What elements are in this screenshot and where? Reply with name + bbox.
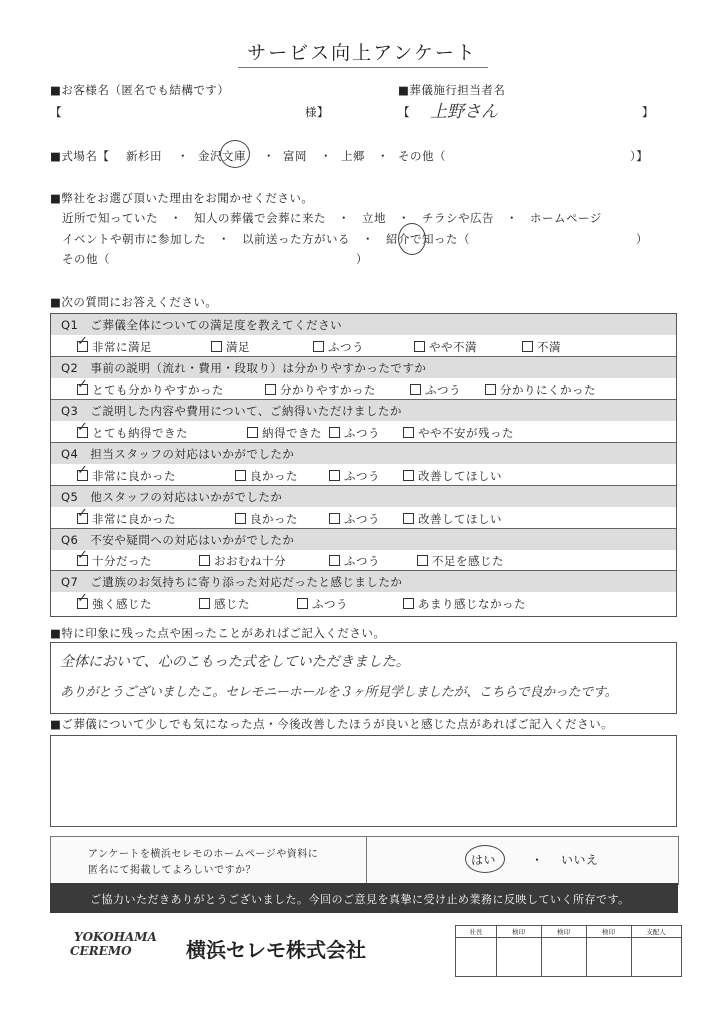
checkbox[interactable]	[211, 341, 222, 352]
checkbox[interactable]	[265, 384, 276, 395]
q4-option-1[interactable]: 非常に良かった	[77, 468, 176, 484]
q7-option-4[interactable]: あまり感じなかった	[403, 596, 526, 612]
q2-option-2[interactable]: 分かりやすかった	[265, 382, 376, 398]
q3-option-1[interactable]: とても納得できた	[77, 425, 188, 441]
venue-option-shinsugita[interactable]: 新杉田	[126, 149, 162, 163]
impression-line-2: ありがとうございましたこ。セレモニーホールを３ヶ所見学しましたが、こちらで良かったです。	[60, 685, 618, 700]
q1-text: Q1 ご葬儀全体についての満足度を教えてください	[61, 318, 343, 332]
customer-bracket-open: 【	[50, 105, 62, 119]
q5-option-2[interactable]: 良かった	[235, 511, 298, 527]
checkmark-icon: ✓	[77, 463, 88, 478]
consent-sep: ・	[531, 853, 544, 867]
q7-option-2[interactable]: 感じた	[199, 596, 250, 612]
venue-bracket-close: ）】	[630, 149, 649, 163]
q7-text: Q7 ご遺族のお気持ちに寄り添った対応だったと感じましたか	[61, 575, 403, 589]
stamp-label-inspect-2: 検印	[557, 928, 570, 936]
consent-question-line1: アンケートを横浜セレモのホームページや資料に	[88, 849, 319, 860]
staff-name-value[interactable]: 上野さん	[430, 102, 498, 122]
reason-other-close: ）	[356, 252, 368, 266]
q1-option-2[interactable]: 満足	[211, 339, 250, 355]
consent-box	[50, 836, 679, 885]
checkbox[interactable]	[403, 470, 414, 481]
q2-option-4[interactable]: 分かりにくかった	[485, 382, 596, 398]
checkbox[interactable]	[485, 384, 496, 395]
stamp-label-president: 社長	[469, 928, 483, 936]
stamp-label-inspect-3: 検印	[602, 928, 615, 936]
reason-options-line2[interactable]: イベントや朝市に参加した ・ 以前送った方がいる ・ 紹介で知った（	[62, 232, 470, 246]
thanks-banner	[50, 883, 678, 913]
customer-name-label: ■お客様名（匿名でも結構です）	[50, 83, 230, 97]
questions-label: ■次の質問にお答えください。	[50, 295, 218, 309]
q3-text: Q3 ご説明した内容や費用について、ご納得いただけましたか	[61, 404, 402, 418]
checkbox[interactable]	[235, 513, 246, 524]
checkbox[interactable]	[522, 341, 533, 352]
checkbox[interactable]	[414, 341, 425, 352]
reason-options-line1[interactable]: 近所で知っていた ・ 知人の葬儀で会葬に来た ・ 立地 ・ チラシや広告 ・ ホームページ	[62, 211, 602, 225]
q5-option-3[interactable]: ふつう	[329, 511, 380, 527]
impression-label: ■特に印象に残った点や困ったことがあればご記入ください。	[50, 626, 386, 640]
stamp-table	[455, 925, 682, 977]
thanks-banner-text: ご協力いただきありがとうございました。今回のご意見を真摯に受け止め業務に反映していく所存です。	[90, 893, 630, 906]
checkmark-icon: ✓	[77, 334, 88, 349]
checkbox[interactable]	[417, 555, 428, 566]
checkmark-icon: ✓	[77, 591, 88, 606]
venue-label: ■式場名【	[50, 149, 110, 163]
reason-line2-close: ）	[636, 232, 648, 246]
checkbox[interactable]	[297, 598, 308, 609]
reason-other[interactable]: その他（	[62, 252, 110, 266]
consent-question-line2: 匿名にて掲載してよろしいですか？	[88, 865, 256, 876]
venue-sep: ・	[377, 149, 389, 163]
consent-no[interactable]: いいえ	[561, 853, 599, 867]
company-name: 横浜セレモ株式会社	[186, 938, 366, 962]
staff-bracket-open: 【	[398, 105, 410, 119]
checkbox[interactable]	[329, 513, 340, 524]
improve-textarea[interactable]	[50, 735, 677, 827]
q5-text: Q5 他スタッフの対応はいかがでしたか	[61, 490, 283, 504]
checkbox[interactable]	[199, 598, 210, 609]
checkbox[interactable]	[329, 470, 340, 481]
q6-option-1[interactable]: 十分だった	[77, 553, 152, 569]
venue-option-tomioka[interactable]: 富岡	[283, 149, 307, 163]
venue-sep: ・	[177, 149, 189, 163]
q3-option-4[interactable]: やや不安が残った	[403, 425, 514, 441]
logo-mark-bottom: CEREMO	[70, 944, 132, 958]
q2-option-3[interactable]: ふつう	[410, 382, 461, 398]
checkmark-icon: ✓	[77, 506, 88, 521]
ceremo-logo	[70, 930, 180, 962]
stamp-label-inspect-1: 検印	[512, 928, 525, 936]
impression-line-1: 全体において、心のこもった式をしていただきました。	[60, 654, 410, 670]
checkbox[interactable]	[403, 598, 414, 609]
reason-selected-circle	[398, 223, 426, 255]
venue-sep: ・	[263, 149, 275, 163]
q4-text: Q4 担当スタッフの対応はいかがでしたか	[61, 447, 295, 461]
checkbox[interactable]	[329, 555, 340, 566]
stamp-label-manager: 支配人	[646, 928, 666, 936]
staff-bracket-close: 】	[642, 105, 654, 119]
q3-option-2[interactable]: 納得できた	[247, 425, 322, 441]
checkmark-icon: ✓	[77, 548, 88, 563]
q4-option-2[interactable]: 良かった	[235, 468, 298, 484]
q7-option-1[interactable]: 強く感じた	[77, 596, 152, 612]
checkbox[interactable]	[313, 341, 324, 352]
q6-option-4[interactable]: 不足を感じた	[417, 553, 504, 569]
q7-option-3[interactable]: ふつう	[297, 596, 348, 612]
customer-name-suffix: 様】	[305, 105, 329, 119]
checkbox[interactable]	[247, 427, 258, 438]
q5-option-1[interactable]: 非常に良かった	[77, 511, 176, 527]
checkbox[interactable]	[235, 470, 246, 481]
questions-table	[50, 313, 677, 617]
title-underline	[238, 67, 488, 68]
checkbox[interactable]	[329, 427, 340, 438]
q2-text: Q2 事前の説明（流れ・費用・段取り）は分かりやすかったですか	[61, 361, 427, 375]
logo-mark-top: YOKOHAMA	[74, 930, 157, 944]
checkbox[interactable]	[403, 427, 414, 438]
q1-option-1[interactable]: 非常に満足	[77, 339, 152, 355]
venue-option-kanazawabunko[interactable]: 金沢文庫	[198, 149, 246, 163]
venue-sep: ・	[320, 149, 332, 163]
q4-option-4[interactable]: 改善してほしい	[403, 468, 502, 484]
q5-option-4[interactable]: 改善してほしい	[403, 511, 502, 527]
checkmark-icon: ✓	[77, 420, 88, 435]
consent-yes-circle	[465, 845, 505, 873]
venue-option-kamigo[interactable]: 上郷	[341, 149, 365, 163]
reason-label: ■弊社をお選び頂いた理由をお聞かせください。	[50, 191, 314, 205]
checkbox[interactable]	[199, 555, 210, 566]
venue-option-other[interactable]: その他（	[398, 149, 446, 163]
q1-option-3[interactable]: ふつう	[313, 339, 364, 355]
checkmark-icon: ✓	[77, 377, 88, 392]
venue-selected-circle	[220, 140, 250, 168]
q1-option-4[interactable]: やや不満	[414, 339, 477, 355]
q3-option-3[interactable]: ふつう	[329, 425, 380, 441]
q6-text: Q6 不安や疑問への対応はいかがでしたか	[61, 533, 295, 547]
q1-option-5[interactable]: 不満	[522, 339, 561, 355]
checkbox[interactable]	[410, 384, 421, 395]
page-title: サービス向上アンケート	[247, 42, 477, 64]
checkbox[interactable]	[403, 513, 414, 524]
q6-option-3[interactable]: ふつう	[329, 553, 380, 569]
staff-name-label: ■葬儀施行担当者名	[398, 83, 506, 97]
q2-option-1[interactable]: とても分かりやすかった	[77, 382, 224, 398]
consent-yes[interactable]: はい	[471, 853, 497, 867]
q4-option-3[interactable]: ふつう	[329, 468, 380, 484]
q6-option-2[interactable]: おおむね十分	[199, 553, 286, 569]
improve-label: ■ご葬儀について少しでも気になった点・今後改善したほうが良いと感じた点があればご記入ください。	[50, 717, 614, 731]
